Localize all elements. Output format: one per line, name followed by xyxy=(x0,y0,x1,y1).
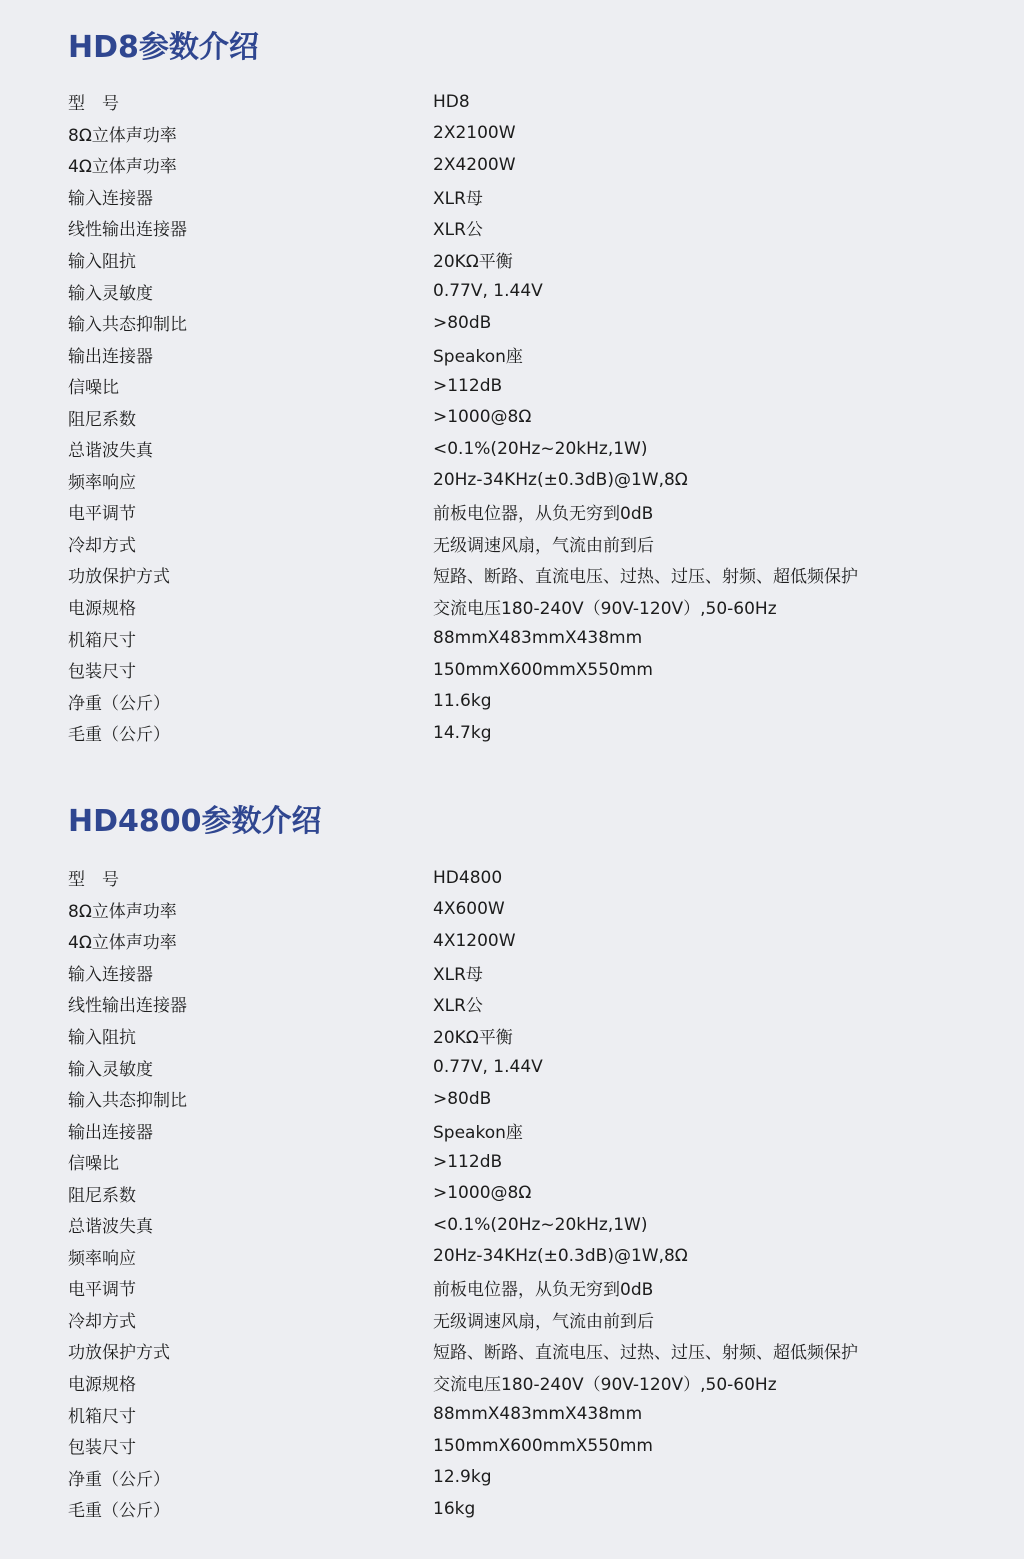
spec-value: 前板电位器，从负无穷到0dB xyxy=(433,504,654,525)
spec-row xyxy=(68,1367,968,1399)
spec-label: 信噪比 xyxy=(68,378,119,399)
spec-row xyxy=(68,1241,968,1273)
spec-label: 净重（公斤） xyxy=(68,1469,170,1490)
spec-label: 毛重（公斤） xyxy=(68,725,170,746)
spec-row xyxy=(68,957,968,989)
spec-row xyxy=(68,591,968,623)
spec-label: 功放保护方式 xyxy=(68,1343,170,1364)
spec-label: 输入灵敏度 xyxy=(68,283,153,304)
spec-row xyxy=(68,1398,968,1430)
spec-row xyxy=(68,717,968,749)
spec-value: 2X4200W xyxy=(433,154,516,175)
spec-value: 12.9kg xyxy=(433,1467,492,1488)
spec-row xyxy=(68,1146,968,1178)
spec-value: 0.77V, 1.44V xyxy=(433,281,543,302)
spec-value: 14.7kg xyxy=(433,722,492,743)
spec-row xyxy=(68,862,968,894)
spec-value: Speakon座 xyxy=(433,1122,523,1143)
spec-row xyxy=(68,465,968,497)
spec-value: 短路、断路、直流电压、过热、过压、射频、超低频保护 xyxy=(433,567,858,588)
spec-label: 机箱尺寸 xyxy=(68,1406,136,1427)
spec-value: XLR母 xyxy=(433,964,483,985)
spec-table xyxy=(68,862,968,1524)
spec-value: >80dB xyxy=(433,312,492,333)
spec-label: 电平调节 xyxy=(68,1280,136,1301)
spec-label: 输入灵敏度 xyxy=(68,1059,153,1080)
spec-row xyxy=(68,118,968,150)
spec-row xyxy=(68,401,968,433)
spec-label: 输入共态抑制比 xyxy=(68,1091,187,1112)
spec-row xyxy=(68,1114,968,1146)
spec-value: 150mmX600mmX550mm xyxy=(433,1435,653,1456)
spec-row xyxy=(68,1430,968,1462)
spec-row xyxy=(68,1177,968,1209)
spec-row xyxy=(68,1020,968,1052)
spec-label: 4Ω立体声功率 xyxy=(68,157,177,178)
spec-label: 线性输出连接器 xyxy=(68,220,187,241)
spec-row xyxy=(68,338,968,370)
spec-row xyxy=(68,1272,968,1304)
spec-value: 88mmX483mmX438mm xyxy=(433,1404,643,1425)
spec-row xyxy=(68,433,968,465)
spec-value: 20Hz-34KHz(±0.3dB)@1W,8Ω xyxy=(433,470,688,491)
spec-row xyxy=(68,149,968,181)
hd8-spec-section xyxy=(68,28,968,746)
spec-value: 前板电位器，从负无穷到0dB xyxy=(433,1280,654,1301)
spec-row xyxy=(68,925,968,957)
spec-value: 20KΩ平衡 xyxy=(433,252,513,272)
spec-label: 包装尺寸 xyxy=(68,1438,136,1459)
spec-label: 型 号 xyxy=(68,870,119,891)
spec-label: 输出连接器 xyxy=(68,346,153,367)
spec-row xyxy=(68,275,968,307)
spec-label: 8Ω立体声功率 xyxy=(68,125,177,146)
spec-label: 输入共态抑制比 xyxy=(68,315,187,336)
spec-value: >1000@8Ω xyxy=(433,407,532,428)
spec-label: 4Ω立体声功率 xyxy=(68,933,177,954)
section-title: HD8参数介绍 xyxy=(68,30,259,65)
spec-value: 0.77V, 1.44V xyxy=(433,1057,543,1078)
spec-label: 阻尼系数 xyxy=(68,1185,136,1206)
spec-label: 净重（公斤） xyxy=(68,693,170,714)
spec-row xyxy=(68,685,968,717)
spec-row xyxy=(68,307,968,339)
spec-label: 输出连接器 xyxy=(68,1122,153,1143)
spec-row xyxy=(68,181,968,213)
spec-value: 交流电压180-240V（90V-120V）,50-60Hz xyxy=(433,599,777,620)
spec-label: 输入连接器 xyxy=(68,188,153,209)
spec-value: <0.1%(20Hz~20kHz,1W) xyxy=(433,1214,648,1235)
spec-row xyxy=(68,894,968,926)
spec-label: 频率响应 xyxy=(68,1248,136,1269)
spec-value: 20KΩ平衡 xyxy=(433,1028,513,1048)
spec-table xyxy=(68,86,968,748)
spec-label: 信噪比 xyxy=(68,1154,119,1175)
spec-value: 11.6kg xyxy=(433,691,492,712)
section-title: HD4800参数介绍 xyxy=(68,804,322,839)
spec-row xyxy=(68,1461,968,1493)
spec-label: 总谐波失真 xyxy=(68,441,153,462)
spec-value: XLR公 xyxy=(433,220,483,241)
spec-label: 冷却方式 xyxy=(68,535,136,556)
spec-row xyxy=(68,496,968,528)
spec-label: 线性输出连接器 xyxy=(68,996,187,1017)
spec-value: 无级调速风扇，气流由前到后 xyxy=(433,1311,654,1332)
spec-label: 包装尺寸 xyxy=(68,662,136,683)
spec-label: 毛重（公斤） xyxy=(68,1501,170,1522)
spec-row xyxy=(68,559,968,591)
spec-row xyxy=(68,622,968,654)
spec-value: >112dB xyxy=(433,1151,503,1172)
spec-label: 冷却方式 xyxy=(68,1311,136,1332)
spec-label: 型 号 xyxy=(68,94,119,115)
spec-value: 短路、断路、直流电压、过热、过压、射频、超低频保护 xyxy=(433,1343,858,1364)
spec-row xyxy=(68,212,968,244)
spec-value: Speakon座 xyxy=(433,346,523,367)
spec-row xyxy=(68,1304,968,1336)
spec-row xyxy=(68,654,968,686)
spec-value: 88mmX483mmX438mm xyxy=(433,628,643,649)
spec-label: 机箱尺寸 xyxy=(68,630,136,651)
spec-row xyxy=(68,1335,968,1367)
spec-value: 无级调速风扇，气流由前到后 xyxy=(433,535,654,556)
spec-row xyxy=(68,86,968,118)
spec-label: 电平调节 xyxy=(68,504,136,525)
spec-label: 电源规格 xyxy=(68,599,136,620)
spec-label: 功放保护方式 xyxy=(68,567,170,588)
spec-value: 4X1200W xyxy=(433,930,516,951)
spec-row xyxy=(68,370,968,402)
spec-row xyxy=(68,244,968,276)
spec-value: 交流电压180-240V（90V-120V）,50-60Hz xyxy=(433,1375,777,1396)
spec-value: >1000@8Ω xyxy=(433,1183,532,1204)
spec-row xyxy=(68,528,968,560)
spec-value: 4X600W xyxy=(433,899,505,920)
spec-value: 16kg xyxy=(433,1498,476,1519)
spec-value: <0.1%(20Hz~20kHz,1W) xyxy=(433,438,648,459)
spec-label: 8Ω立体声功率 xyxy=(68,901,177,922)
spec-row xyxy=(68,1083,968,1115)
spec-value: XLR公 xyxy=(433,996,483,1017)
spec-value: HD4800 xyxy=(433,867,503,888)
spec-label: 电源规格 xyxy=(68,1375,136,1396)
spec-value: 20Hz-34KHz(±0.3dB)@1W,8Ω xyxy=(433,1246,688,1267)
spec-row xyxy=(68,988,968,1020)
spec-label: 输入阻抗 xyxy=(68,252,136,272)
spec-value: XLR母 xyxy=(433,188,483,209)
spec-value: 150mmX600mmX550mm xyxy=(433,659,653,680)
spec-row xyxy=(68,1051,968,1083)
spec-label: 阻尼系数 xyxy=(68,409,136,430)
spec-row xyxy=(68,1209,968,1241)
spec-label: 输入连接器 xyxy=(68,964,153,985)
spec-label: 频率响应 xyxy=(68,472,136,493)
spec-label: 输入阻抗 xyxy=(68,1028,136,1048)
spec-value: >80dB xyxy=(433,1088,492,1109)
spec-value: 2X2100W xyxy=(433,123,516,144)
spec-value: HD8 xyxy=(433,91,470,112)
spec-row xyxy=(68,1493,968,1525)
hd4800-spec-section xyxy=(68,802,968,1522)
spec-label: 总谐波失真 xyxy=(68,1217,153,1238)
spec-value: >112dB xyxy=(433,375,503,396)
